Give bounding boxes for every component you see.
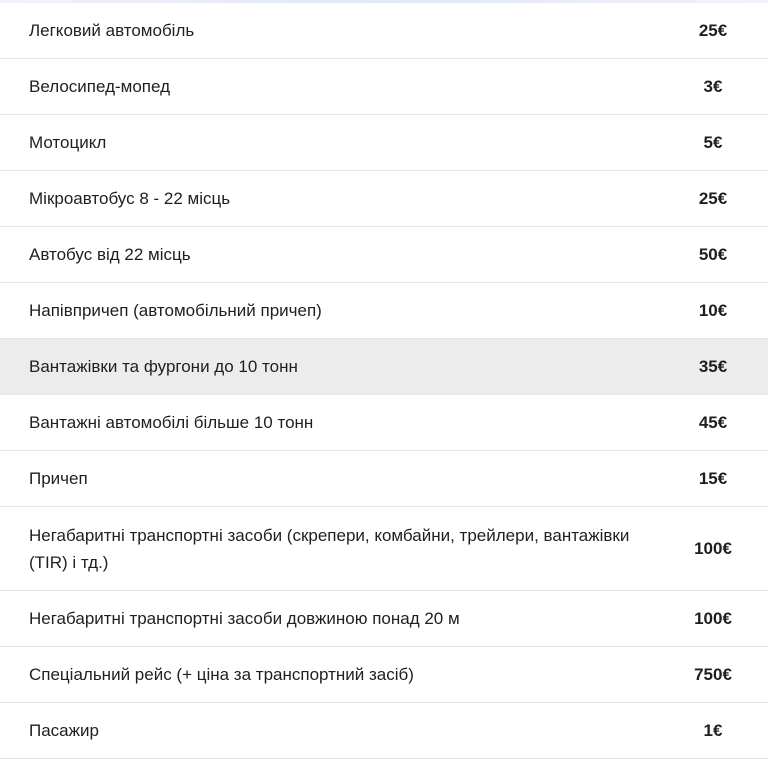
table-row xyxy=(0,59,768,115)
price-table xyxy=(0,3,768,759)
vehicle-price: 5€ xyxy=(703,133,723,152)
vehicle-name: Мотоцикл xyxy=(29,133,107,152)
table-row xyxy=(0,227,768,283)
table-row xyxy=(0,507,768,591)
vehicle-name: Велосипед-мопед xyxy=(29,77,171,96)
vehicle-price: 1€ xyxy=(703,721,723,740)
vehicle-price: 25€ xyxy=(698,21,728,40)
price-table-body xyxy=(0,3,768,759)
vehicle-price: 15€ xyxy=(698,469,728,488)
vehicle-name: Вантажні автомобілі більше 10 тонн xyxy=(29,413,314,432)
vehicle-name: Пасажир xyxy=(29,721,99,740)
vehicle-name: Легковий автомобіль xyxy=(29,21,195,40)
vehicle-name: Негабаритні транспортні засоби довжиною понад 20 м xyxy=(29,609,460,628)
vehicle-name: Причеп xyxy=(29,469,88,488)
table-row xyxy=(0,451,768,507)
vehicle-price: 35€ xyxy=(698,357,728,376)
vehicle-price: 45€ xyxy=(698,413,728,432)
vehicle-name: Автобус від 22 місць xyxy=(29,245,191,264)
vehicle-price: 50€ xyxy=(698,245,728,264)
table-row xyxy=(0,171,768,227)
table-row xyxy=(0,647,768,703)
table-row xyxy=(0,115,768,171)
vehicle-price: 100€ xyxy=(694,539,732,558)
vehicle-name: Негабаритні транспортні засоби (скрепери, комбайни, трейлери, вантажівки (TIR) і тд.) xyxy=(29,525,630,572)
vehicle-price: 100€ xyxy=(694,609,732,628)
vehicle-price: 750€ xyxy=(694,665,732,684)
vehicle-price: 25€ xyxy=(698,189,728,208)
vehicle-name: Мікроавтобус 8 - 22 місць xyxy=(29,189,231,208)
table-row xyxy=(0,3,768,59)
table-row xyxy=(0,395,768,451)
vehicle-name: Спеціальний рейс (+ ціна за транспортний засіб) xyxy=(29,665,414,684)
table-row xyxy=(0,591,768,647)
table-row-hovered xyxy=(0,339,768,395)
vehicle-name: Напівпричеп (автомобільний причеп) xyxy=(29,301,322,320)
vehicle-name: Вантажівки та фургони до 10 тонн xyxy=(29,357,298,376)
vehicle-price: 3€ xyxy=(703,77,723,96)
table-row xyxy=(0,283,768,339)
table-row xyxy=(0,703,768,759)
vehicle-price: 10€ xyxy=(698,301,728,320)
